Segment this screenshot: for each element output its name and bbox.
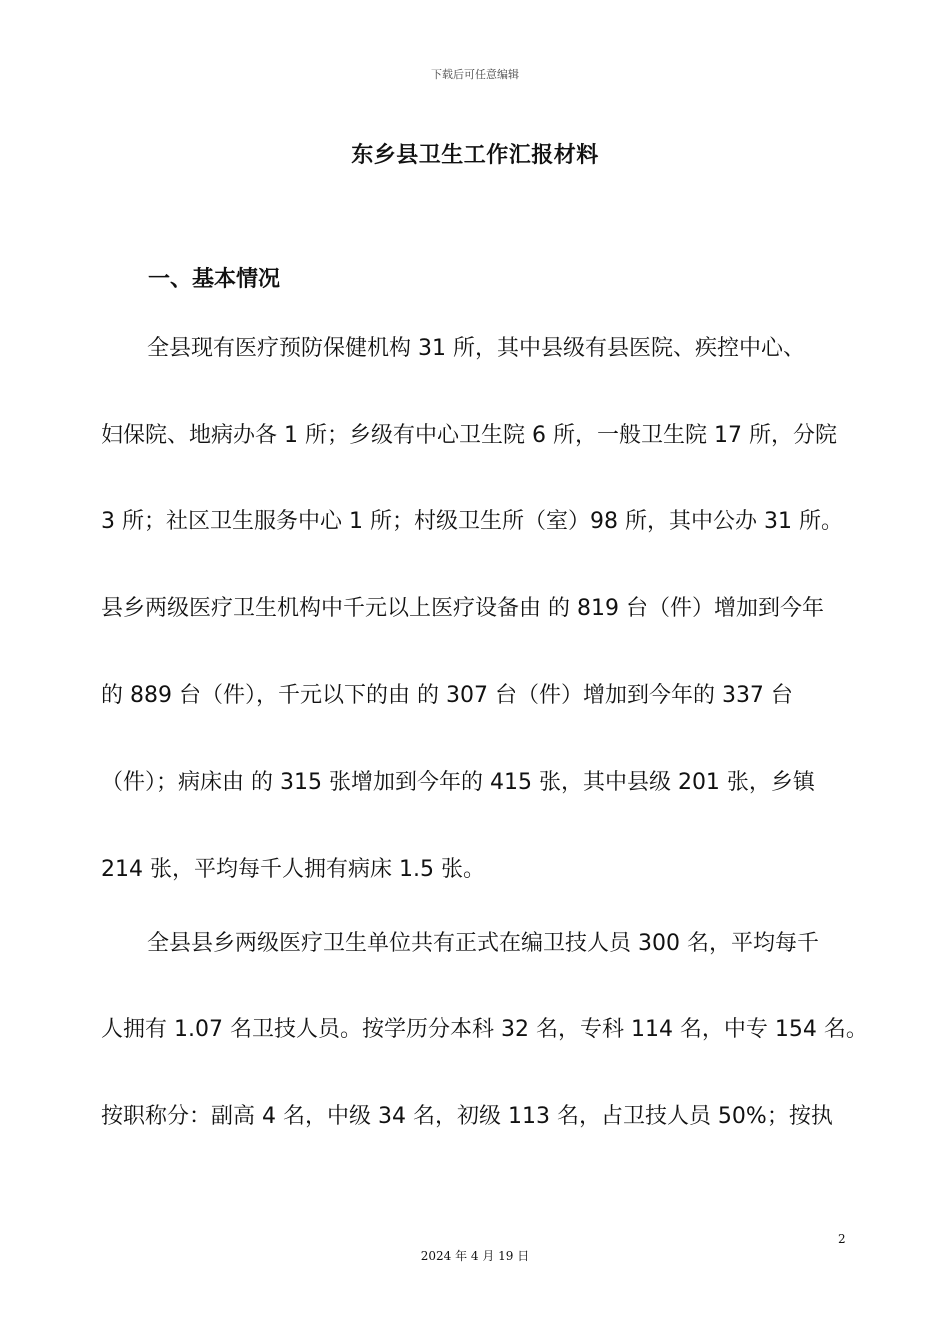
section-heading: 一、基本情况	[148, 267, 281, 292]
paragraph-line: 的 889 台（件），千元以下的由 的 307 台（件）增加到今年的 337 台	[101, 683, 793, 708]
paragraph-line: 人拥有 1.07 名卫技人员。按学历分本科 32 名，专科 114 名，中专 154 名。	[101, 1017, 868, 1042]
paragraph-line: 全县现有医疗预防保健机构 31 所，其中县级有县医院、疾控中心、	[147, 336, 805, 361]
paragraph-line: 按职称分：副高 4 名，中级 34 名，初级 113 名，占卫技人员 50%；按执	[101, 1104, 833, 1129]
paragraph-line: 3 所；社区卫生服务中心 1 所；村级卫生所（室）98 所，其中公办 31 所。	[101, 509, 843, 534]
paragraph-line: 214 张，平均每千人拥有病床 1.5 张。	[101, 857, 485, 882]
header-note: 下载后可任意编辑	[431, 68, 519, 81]
footer-date: 2024 年 4 月 19 日	[420, 1249, 530, 1263]
paragraph-line: （件）；病床由 的 315 张增加到今年的 415 张，其中县级 201 张，乡镇	[101, 770, 815, 795]
paragraph-line: 妇保院、地病办各 1 所；乡级有中心卫生院 6 所，一般卫生院 17 所，分院	[101, 423, 837, 448]
paragraph-line: 县乡两级医疗卫生机构中千元以上医疗设备由 的 819 台（件）增加到今年	[101, 596, 824, 621]
paragraph-line: 全县县乡两级医疗卫生单位共有正式在编卫技人员 300 名，平均每千	[147, 931, 819, 956]
document-title: 东乡县卫生工作汇报材料	[351, 143, 599, 168]
page-number: 2	[838, 1232, 846, 1246]
